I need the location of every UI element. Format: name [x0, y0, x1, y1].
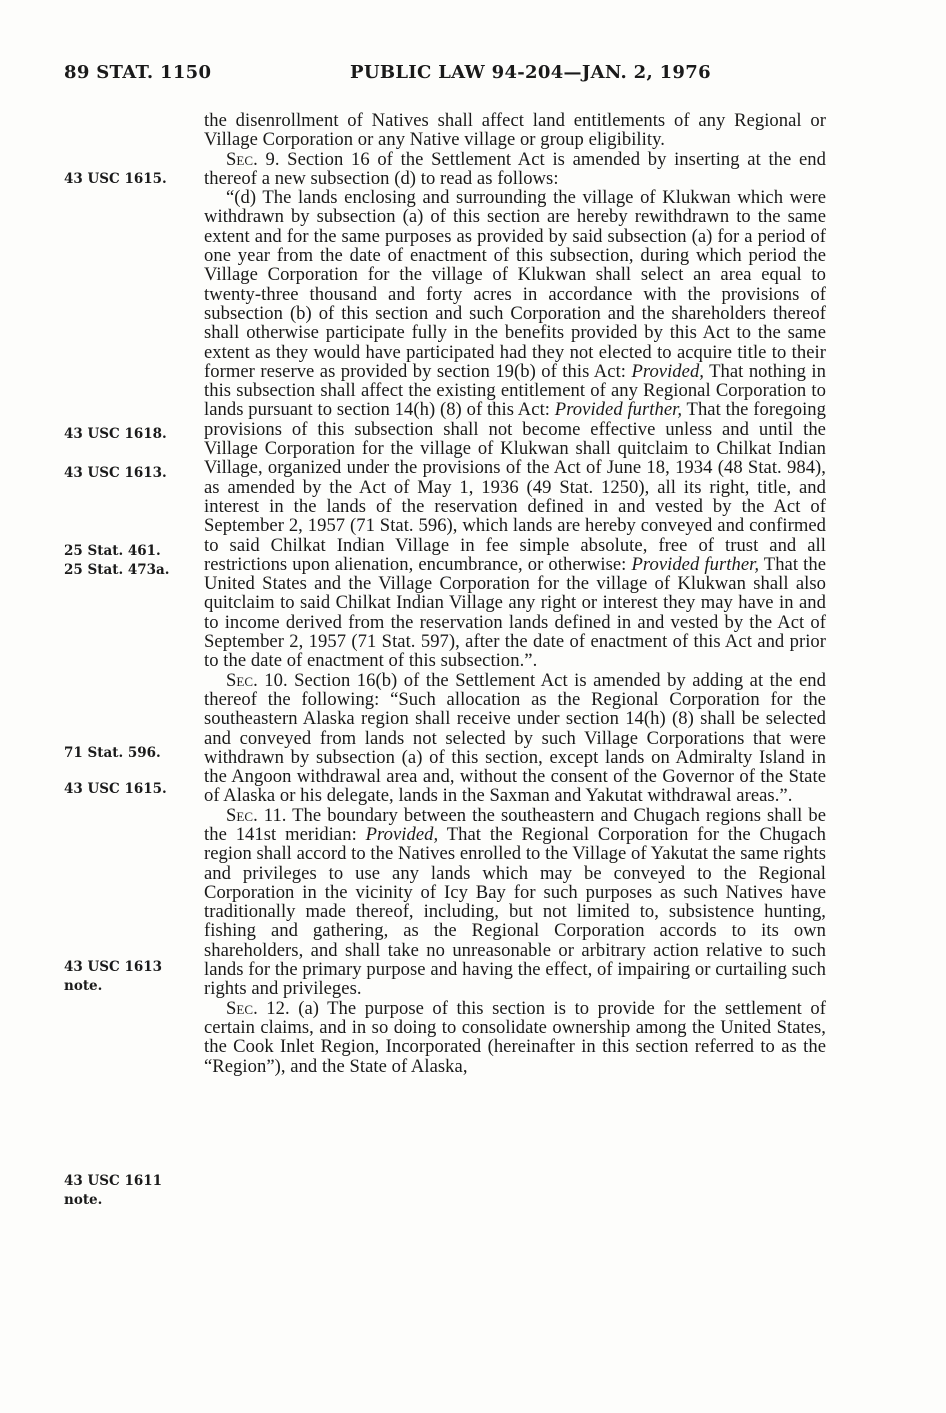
- margin-note: 25 Stat. 461.: [64, 543, 161, 559]
- text: Section 16(b) of the Settlement Act is amended by adding at the end thereof the following: “Such allocation as the Regional Corporation for the southeastern Alaska region shall receive under section 14(h) (8) shall be selected and conveyed from lands not selected by such Village Corporations that were withdrawn by subsection (a) of this section, except lands on Admiralty Island in the Angoon withdrawal area and, without the consent of the Governor of the State of Alaska or his delegate, lands in the Saxman and Yakutat withdrawal areas.”.: [204, 669, 826, 807]
- text: the disenrollment of Natives shall affect land entitlements of any Regional or Village Corporation or any Native village or group eligibility.: [204, 110, 826, 151]
- body-text: [204, 111, 826, 1076]
- text: (a) The purpose of this section is to provide for the settlement of certain claims, and in so doing to consolidate ownership among the United States, the Cook Inlet Region, Incorporated (hereinafter in this section referred to as the “Region”), and the State of Alaska,: [204, 997, 826, 1077]
- section-label: Sec. 10.: [226, 669, 288, 691]
- margin-note: 43 USC 1611 note.: [64, 1173, 163, 1208]
- section-12: [204, 999, 826, 1076]
- margin-note: 43 USC 1618.: [64, 426, 167, 442]
- proviso: Provided further,: [554, 399, 683, 421]
- margin-note: 43 USC 1615.: [64, 781, 167, 797]
- margin-note: 43 USC 1615.: [64, 171, 167, 187]
- text: That the Regional Corporation for the Chugach region shall accord to the Natives enrolled to the Village of Yakutat the same rights and privileges to use any lands which may be conveyed to the Regional Corporation in the vicinity of Icy Bay for such purposes as such Natives have traditionally made thereof, including, but not limited to, subsistence hunting, fishing and gathering, as the Regional Corporation accords to its own shareholders, and shall take no unreasonable or arbitrary action relative to such lands for the primary purpose and having the effect, of impairing or curtailing such rights and privileges.: [204, 823, 826, 1000]
- margin-note: 43 USC 1613 note.: [64, 959, 163, 994]
- section-label: Sec. 11.: [226, 804, 287, 826]
- statute-citation: 89 STAT. 1150: [64, 62, 212, 83]
- proviso: Provided further,: [631, 553, 760, 575]
- text: Section 16 of the Settlement Act is amended by inserting at the end thereof a new subsection (d) to read as follows:: [204, 148, 826, 189]
- text: The boundary between the southeastern and Chugach regions shall be the 141st meridian:: [204, 804, 826, 845]
- public-law-title: PUBLIC LAW 94-204—JAN. 2, 1976: [350, 62, 711, 83]
- section-10: [204, 671, 826, 806]
- proviso: Provided,: [365, 823, 439, 845]
- subsection-d: [204, 188, 826, 670]
- text: That the United States and the Village Corporation for the village of Klukwan shall also quitclaim to said Chilkat Indian Village any right or interest they may have in and to income derived from the reservation lands defined in and vested by the Act of September 2, 1957 (71 Stat. 597), after the date of enactment of this Act and prior to the date of enactment of this subsection.”.: [204, 553, 826, 672]
- margin-note: 43 USC 1613.: [64, 465, 167, 481]
- margin-note: 25 Stat. 473a.: [64, 562, 170, 578]
- section-9: [204, 150, 826, 189]
- section-label: Sec. 12.: [226, 997, 290, 1019]
- text: That nothing in this subsection shall affect the existing entitlement of any Regional Corporation to lands pursuant to section 14(h) (8) of this Act:: [204, 360, 826, 421]
- section-11: [204, 806, 826, 999]
- margin-note: 71 Stat. 596.: [64, 745, 161, 761]
- paragraph-continuation: [204, 111, 826, 150]
- page-header: [0, 62, 946, 86]
- section-label: Sec. 9.: [226, 148, 280, 170]
- text: That the foregoing provisions of this subsection shall not become effective unless and until the Village Corporation for the village of Klukwan shall quitclaim to Chilkat Indian Village, organized under the provisions of the Act of June 18, 1934 (48 Stat. 984), as amended by the Act of May 1, 1936 (49 Stat. 1250), all its right, title, and interest in the lands of the reservation defined in and vested by the Act of September 2, 1957 (71 Stat. 596), which lands are hereby conveyed and confirmed to said Chilkat Indian Village in fee simple absolute, free of trust and all restrictions upon alienation, encumbrance, or otherwise:: [204, 399, 826, 575]
- proviso: Provided,: [631, 360, 705, 382]
- text: “(d) The lands enclosing and surrounding the village of Klukwan which were withdrawn by subsection (a) of this section are hereby rewithdrawn to the same extent and for the same purposes as provided by said subsection (a) for a period of one year from the date of enactment of this subsection, during which period the Village Corporation for the village of Klukwan shall select an area equal to twenty-three thousand and forty acres in accordance with the provisions of subsection (b) of this section and such Corporation and the shareholders thereof shall otherwise participate fully in the benefits provided by this Act to the same extent as they would have participated had they not elected to acquire title to their former reserve as provided by section 19(b) of this Act:: [204, 187, 826, 382]
